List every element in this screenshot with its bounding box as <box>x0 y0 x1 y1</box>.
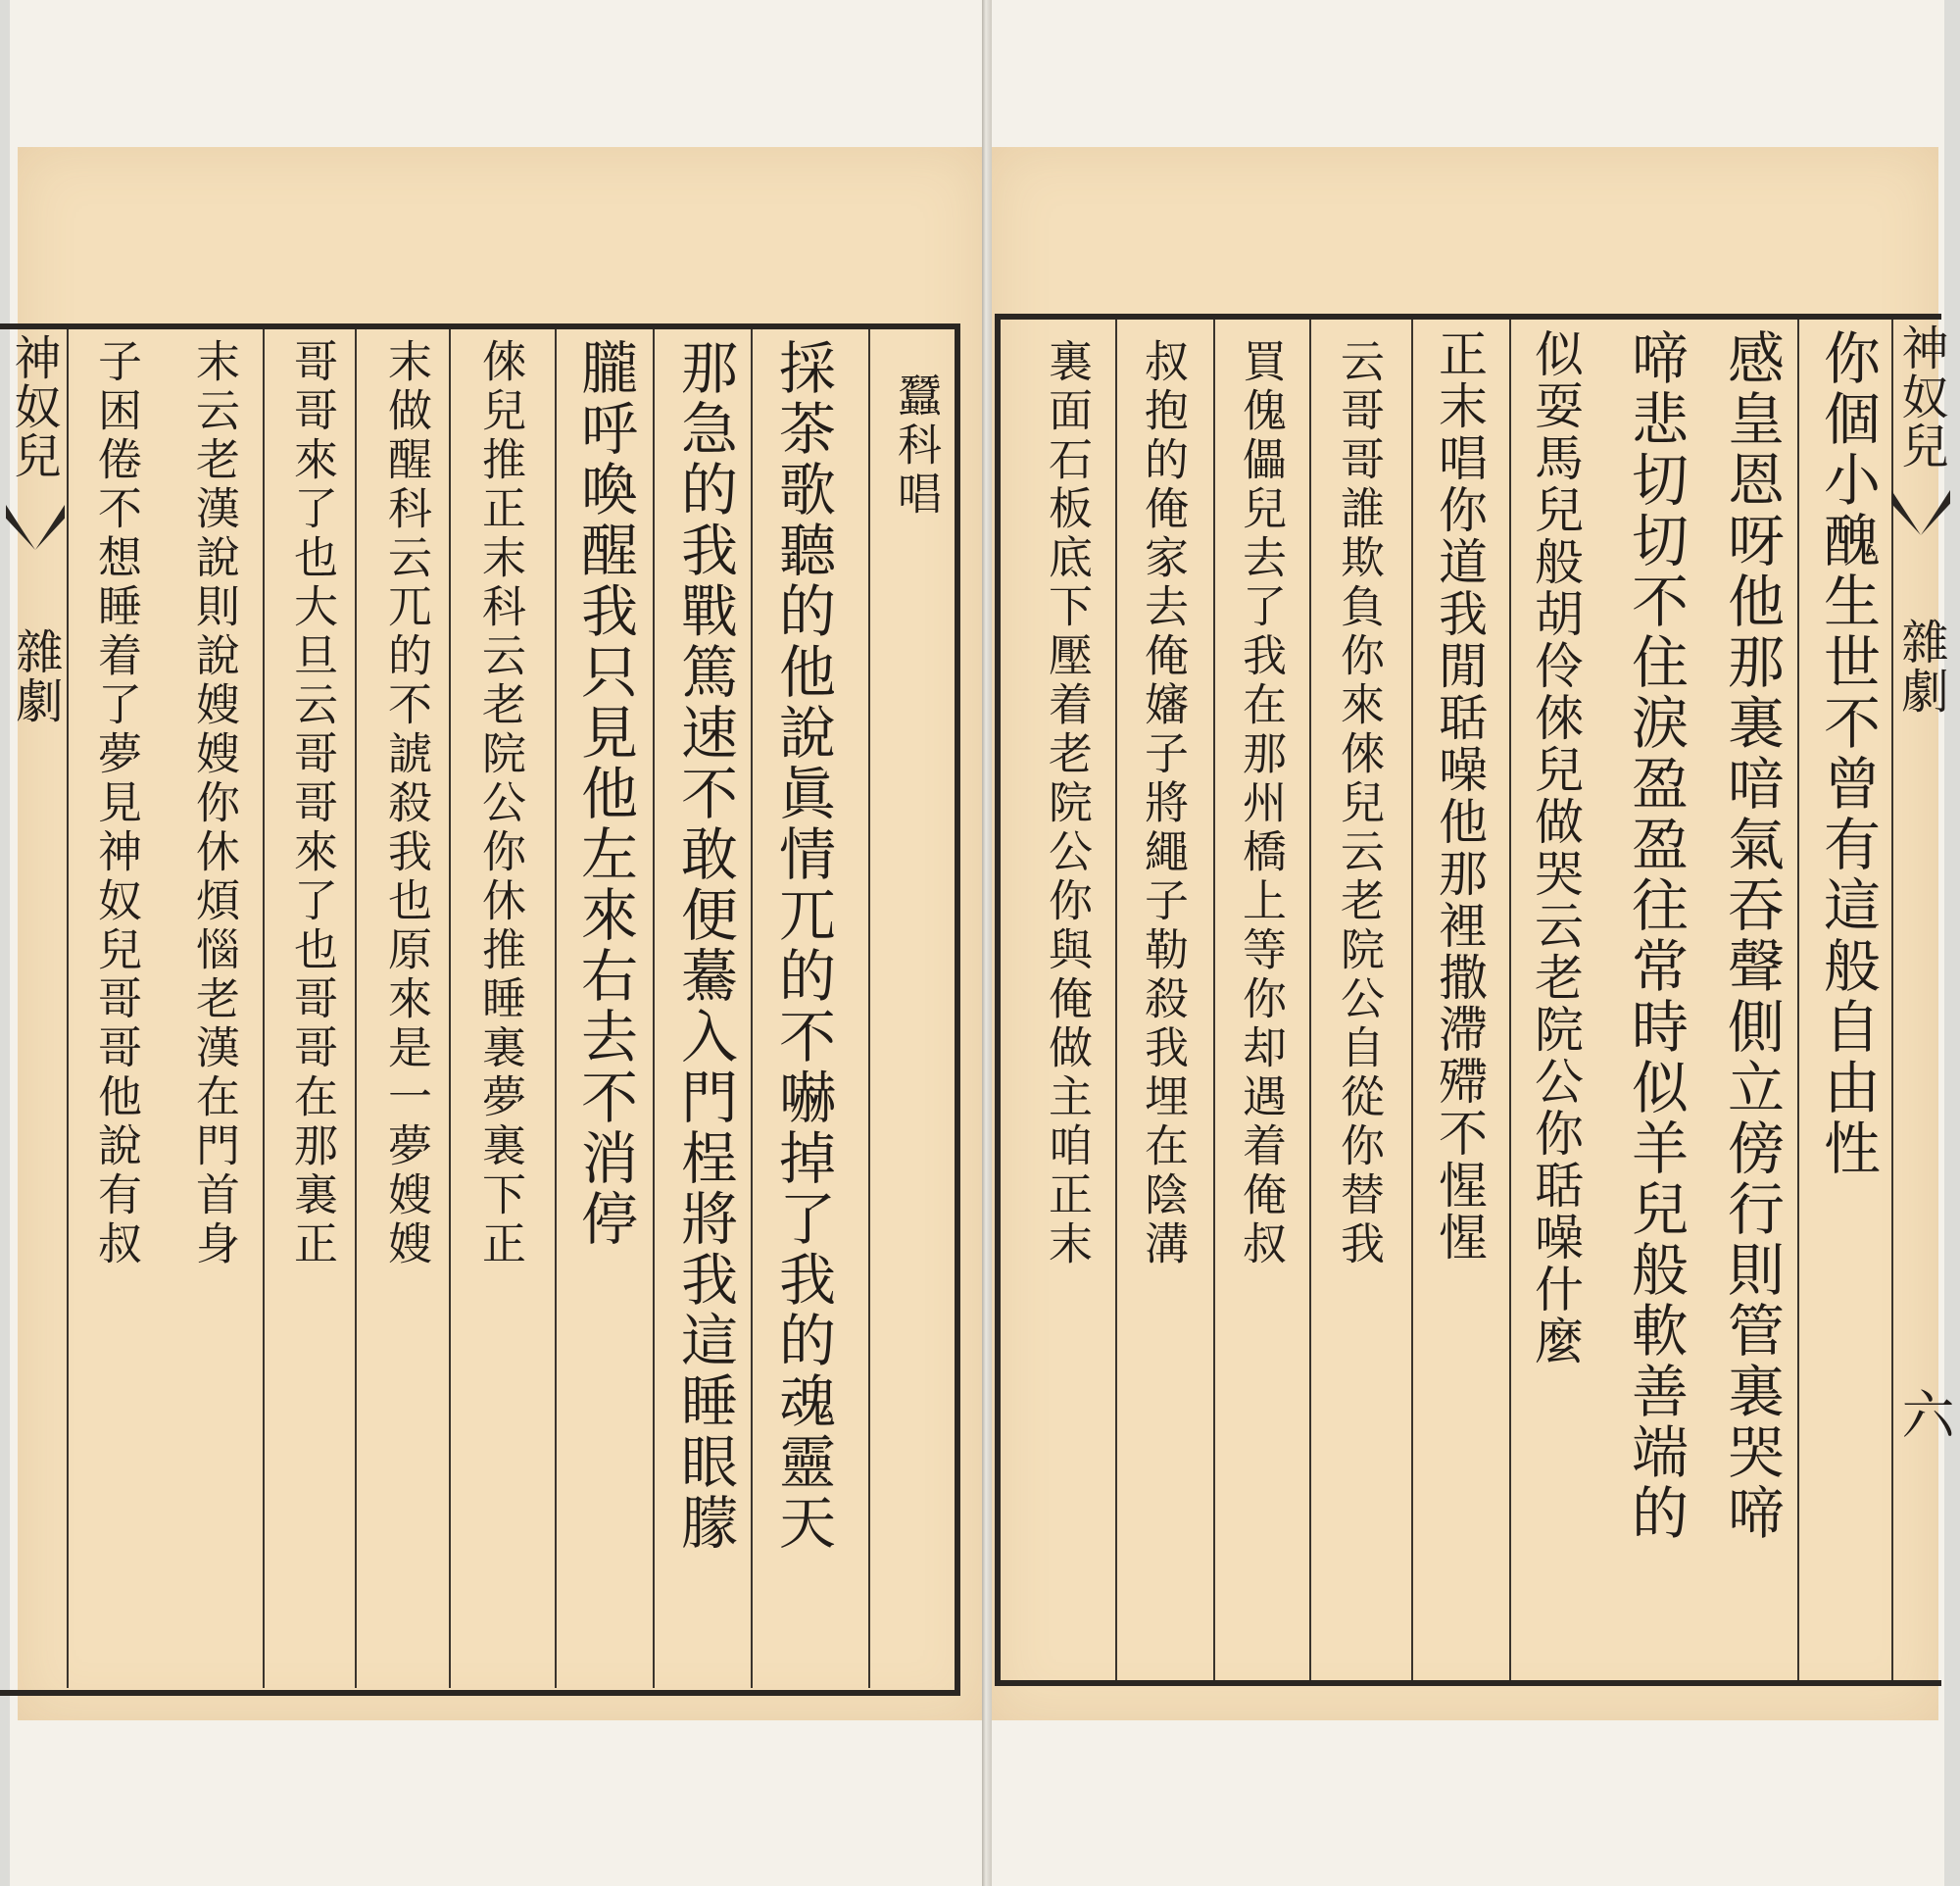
text-column: 叔抱的俺家去俺嬸子將繩子勒殺我埋在陰溝 <box>1137 338 1189 1269</box>
text-column: 哥哥來了也大旦云哥哥來了也哥哥在那裏正 <box>286 338 338 1269</box>
text-column: 倈兒推正末科云老院公你休推睡裏夢裏下正 <box>474 338 526 1269</box>
right-margin-sub: 雜劇 <box>1893 618 1948 716</box>
left-margin-sub: 雜劇 <box>8 627 63 725</box>
column-rule <box>751 329 753 1688</box>
text-column: 朧呼喚醒我只見他左來右去不消停 <box>571 338 638 1250</box>
column-rule <box>1891 320 1893 1680</box>
column-rule <box>653 329 655 1688</box>
column-rule <box>355 329 357 1688</box>
column-rule <box>1411 320 1413 1680</box>
column-rule <box>555 329 557 1688</box>
folio-number: 六 <box>1893 1387 1955 1442</box>
text-column: 子困倦不想睡着了夢見神奴兒哥哥他說有叔 <box>90 338 142 1269</box>
left-margin-title: 神奴兒 <box>6 333 61 480</box>
text-column: 似耍馬兒般胡伶倈兒做哭云老院公你聒噪什麼 <box>1527 328 1584 1367</box>
text-column: 你個小醜生世不曾有這般自由性 <box>1814 328 1881 1179</box>
column-rule <box>67 329 69 1688</box>
column-rule <box>263 329 265 1688</box>
text-column: 末做醒科云兀的不諕殺我也原來是一夢嫂嫂 <box>380 338 432 1269</box>
column-rule <box>1509 320 1511 1680</box>
column-rule <box>1309 320 1311 1680</box>
text-column: 感皇恩呀他那裏喑氣吞聲側立傍行則管裏哭啼 <box>1718 328 1785 1544</box>
column-rule <box>1213 320 1215 1680</box>
right-margin-title: 神奴兒 <box>1893 323 1948 471</box>
text-column: 那急的我戰篤速不敢便驀入門桯將我這睡眼朦 <box>671 338 738 1554</box>
column-rule <box>1797 320 1799 1680</box>
text-column: 買傀儡兒去了我在那州橋上等你却遇着俺叔 <box>1235 338 1287 1269</box>
text-column: 採茶歌聽的他說眞情兀的不嚇掉了我的魂靈天 <box>769 338 836 1554</box>
text-column: 云哥哥誰欺負你來倈兒云老院公自從你替我 <box>1333 338 1385 1269</box>
text-column: 末云老漢說則說嫂嫂你休煩惱老漢在門首身 <box>188 338 240 1269</box>
column-rule <box>868 329 870 1688</box>
column-rule <box>1115 320 1117 1680</box>
book-spine <box>982 0 992 1886</box>
column-rule <box>449 329 451 1688</box>
text-column: 裏面石板底下壓着老院公你與俺做主咱正末 <box>1041 338 1093 1269</box>
text-column: 啼悲切切不住淚盈盈往常時似羊兒般軟善端的 <box>1622 328 1689 1544</box>
text-column: 正末唱你道我閒聒噪他那裡撒滯殢不惺惺 <box>1431 328 1488 1264</box>
text-column: 蠶科唱 <box>890 372 942 520</box>
